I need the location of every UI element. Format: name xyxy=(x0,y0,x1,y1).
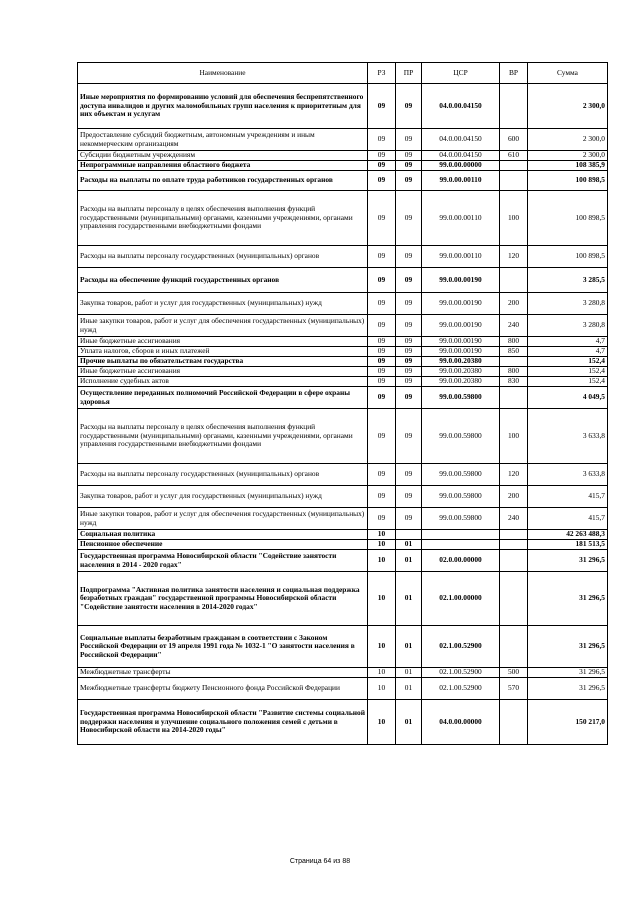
cell-rz: 10 xyxy=(368,530,396,540)
cell-name: Социальные выплаты безработным гражданам в соответствии с Законом Российской Федерации от 19 апреля 1991 года № 1032-1 "О занятости населения в Российской Федерации" xyxy=(78,626,368,668)
cell-csr: 99.0.00.59800 xyxy=(422,486,500,508)
cell-vr: 120 xyxy=(500,246,528,268)
cell-sum: 152,4 xyxy=(528,377,608,387)
cell-sum: 3 633,8 xyxy=(528,409,608,464)
cell-pr: 01 xyxy=(396,678,422,700)
cell-rz: 09 xyxy=(368,191,396,246)
cell-vr: 200 xyxy=(500,486,528,508)
cell-vr: 100 xyxy=(500,409,528,464)
cell-vr: 240 xyxy=(500,508,528,530)
cell-vr xyxy=(500,84,528,129)
cell-rz: 09 xyxy=(368,347,396,357)
cell-name: Прочие выплаты по обязательствам государства xyxy=(78,357,368,367)
cell-pr: 09 xyxy=(396,377,422,387)
cell-vr xyxy=(500,540,528,550)
cell-vr xyxy=(500,171,528,191)
cell-csr xyxy=(422,530,500,540)
cell-pr: 01 xyxy=(396,626,422,668)
cell-csr: 99.0.00.00190 xyxy=(422,293,500,315)
table-row xyxy=(78,129,608,151)
cell-name: Иные закупки товаров, работ и услуг для обеспечения государственных (муниципальных) нужд xyxy=(78,315,368,337)
cell-sum: 2 300,0 xyxy=(528,151,608,161)
cell-sum: 100 898,5 xyxy=(528,246,608,268)
table-row xyxy=(78,377,608,387)
cell-vr: 600 xyxy=(500,129,528,151)
cell-rz: 09 xyxy=(368,84,396,129)
cell-name: Расходы на выплаты персоналу в целях обеспечения выполнения функций государственными (муниципальными) органами, казенными учреждениями, органами управления государственными внебюджетными фондами xyxy=(78,191,368,246)
cell-sum: 150 217,0 xyxy=(528,700,608,745)
cell-rz: 09 xyxy=(368,357,396,367)
cell-rz: 10 xyxy=(368,626,396,668)
cell-vr xyxy=(500,700,528,745)
cell-vr xyxy=(500,357,528,367)
table-row xyxy=(78,678,608,700)
cell-csr: 99.0.00.59800 xyxy=(422,508,500,530)
cell-csr: 02.1.00.52900 xyxy=(422,678,500,700)
cell-sum: 3 285,5 xyxy=(528,268,608,293)
table-row xyxy=(78,540,608,550)
table-row xyxy=(78,530,608,540)
cell-csr: 99.0.00.59800 xyxy=(422,387,500,409)
cell-csr: 99.0.00.00000 xyxy=(422,161,500,171)
cell-csr: 04.0.00.04150 xyxy=(422,151,500,161)
cell-vr: 100 xyxy=(500,191,528,246)
cell-pr: 09 xyxy=(396,347,422,357)
cell-name: Межбюджетные трансферты xyxy=(78,668,368,678)
cell-pr: 01 xyxy=(396,700,422,745)
cell-name: Государственная программа Новосибирской области "Содействие занятости населения в 2014 - 2020 годах" xyxy=(78,550,368,572)
cell-pr: 01 xyxy=(396,550,422,572)
cell-name: Исполнение судебных актов xyxy=(78,377,368,387)
cell-sum: 31 296,5 xyxy=(528,678,608,700)
cell-vr: 800 xyxy=(500,337,528,347)
cell-sum: 31 296,5 xyxy=(528,626,608,668)
cell-rz: 10 xyxy=(368,700,396,745)
cell-sum: 3 280,8 xyxy=(528,293,608,315)
cell-rz: 10 xyxy=(368,540,396,550)
cell-name: Иные закупки товаров, работ и услуг для обеспечения государственных (муниципальных) нужд xyxy=(78,508,368,530)
table-header-row xyxy=(78,63,608,84)
cell-csr: 99.0.00.59800 xyxy=(422,464,500,486)
table-row xyxy=(78,572,608,626)
cell-vr xyxy=(500,550,528,572)
table-row xyxy=(78,191,608,246)
cell-pr: 01 xyxy=(396,668,422,678)
cell-csr: 04.0.00.04150 xyxy=(422,129,500,151)
cell-csr: 04.0.00.00000 xyxy=(422,700,500,745)
cell-pr: 09 xyxy=(396,161,422,171)
cell-name: Расходы на обеспечение функций государственных органов xyxy=(78,268,368,293)
cell-pr: 09 xyxy=(396,337,422,347)
cell-pr: 09 xyxy=(396,293,422,315)
cell-vr: 200 xyxy=(500,293,528,315)
cell-name: Непрограммные направления областного бюджета xyxy=(78,161,368,171)
cell-vr xyxy=(500,530,528,540)
header-rz: РЗ xyxy=(368,63,396,84)
cell-pr: 09 xyxy=(396,357,422,367)
cell-csr: 99.0.00.00190 xyxy=(422,337,500,347)
cell-sum: 3 280,8 xyxy=(528,315,608,337)
cell-sum: 31 296,5 xyxy=(528,668,608,678)
cell-csr xyxy=(422,540,500,550)
cell-vr: 120 xyxy=(500,464,528,486)
cell-csr: 99.0.00.00110 xyxy=(422,246,500,268)
cell-rz: 09 xyxy=(368,508,396,530)
table-row xyxy=(78,700,608,745)
cell-pr: 01 xyxy=(396,572,422,626)
cell-name: Уплата налогов, сборов и иных платежей xyxy=(78,347,368,357)
cell-rz: 09 xyxy=(368,486,396,508)
cell-vr xyxy=(500,572,528,626)
table-row xyxy=(78,84,608,129)
cell-pr: 09 xyxy=(396,486,422,508)
cell-name: Расходы на выплаты по оплате труда работников государственных органов xyxy=(78,171,368,191)
cell-pr: 09 xyxy=(396,246,422,268)
cell-pr: 09 xyxy=(396,387,422,409)
cell-vr xyxy=(500,387,528,409)
header-vr: ВР xyxy=(500,63,528,84)
cell-rz: 09 xyxy=(368,367,396,377)
cell-sum: 152,4 xyxy=(528,367,608,377)
table-row xyxy=(78,550,608,572)
cell-pr: 09 xyxy=(396,464,422,486)
cell-sum: 31 296,5 xyxy=(528,572,608,626)
cell-sum: 42 263 488,3 xyxy=(528,530,608,540)
cell-csr: 99.0.00.00190 xyxy=(422,315,500,337)
cell-csr: 04.0.00.04150 xyxy=(422,84,500,129)
cell-rz: 09 xyxy=(368,161,396,171)
cell-csr: 99.0.00.20380 xyxy=(422,357,500,367)
cell-name: Закупка товаров, работ и услуг для государственных (муниципальных) нужд xyxy=(78,293,368,315)
cell-csr: 02.0.00.00000 xyxy=(422,550,500,572)
cell-sum: 415,7 xyxy=(528,508,608,530)
cell-vr: 830 xyxy=(500,377,528,387)
cell-name: Иные мероприятия по формированию условий для обеспечения беспрепятственного доступа инвалидов и других маломобильных групп населения к приоритетным для них объектам и услугам xyxy=(78,84,368,129)
cell-pr: 09 xyxy=(396,129,422,151)
page-footer: Страница 64 из 88 xyxy=(289,858,351,865)
table-row xyxy=(78,246,608,268)
cell-vr: 800 xyxy=(500,367,528,377)
table-row xyxy=(78,151,608,161)
cell-pr xyxy=(396,530,422,540)
cell-vr: 500 xyxy=(500,668,528,678)
cell-csr: 99.0.00.00190 xyxy=(422,268,500,293)
table-row xyxy=(78,367,608,377)
cell-rz: 09 xyxy=(368,464,396,486)
cell-pr: 09 xyxy=(396,268,422,293)
cell-pr: 09 xyxy=(396,84,422,129)
cell-sum: 4,7 xyxy=(528,347,608,357)
cell-name: Подпрограмма "Активная политика занятости населения и социальная поддержка безработных граждан" государственной программы Новосибирской области "Содействие занятости населения в 2014-2020 годах" xyxy=(78,572,368,626)
cell-sum: 4 049,5 xyxy=(528,387,608,409)
cell-pr: 09 xyxy=(396,315,422,337)
cell-sum: 100 898,5 xyxy=(528,171,608,191)
cell-sum: 100 898,5 xyxy=(528,191,608,246)
cell-vr: 240 xyxy=(500,315,528,337)
cell-sum: 2 300,0 xyxy=(528,84,608,129)
cell-vr: 850 xyxy=(500,347,528,357)
table-row xyxy=(78,315,608,337)
table-row xyxy=(78,347,608,357)
cell-sum: 4,7 xyxy=(528,337,608,347)
cell-name: Субсидии бюджетным учреждениям xyxy=(78,151,368,161)
cell-name: Расходы на выплаты персоналу в целях обеспечения выполнения функций государственными (муниципальными) органами, казенными учреждениями, органами управления государственными внебюджетными фондами xyxy=(78,409,368,464)
table-row xyxy=(78,387,608,409)
table-row xyxy=(78,409,608,464)
table-row xyxy=(78,268,608,293)
cell-name: Межбюджетные трансферты бюджету Пенсионного фонда Российской Федерации xyxy=(78,678,368,700)
cell-rz: 10 xyxy=(368,678,396,700)
table-row xyxy=(78,161,608,171)
cell-rz: 09 xyxy=(368,409,396,464)
cell-csr: 02.1.00.52900 xyxy=(422,668,500,678)
cell-pr: 01 xyxy=(396,540,422,550)
cell-name: Расходы на выплаты персоналу государственных (муниципальных) органов xyxy=(78,464,368,486)
cell-pr: 09 xyxy=(396,151,422,161)
cell-csr: 99.0.00.00190 xyxy=(422,347,500,357)
table-row xyxy=(78,486,608,508)
cell-vr: 610 xyxy=(500,151,528,161)
cell-rz: 09 xyxy=(368,151,396,161)
cell-rz: 09 xyxy=(368,268,396,293)
cell-name: Осуществление переданных полномочий Российской Федерации в сфере охраны здоровья xyxy=(78,387,368,409)
table-row xyxy=(78,293,608,315)
cell-pr: 09 xyxy=(396,508,422,530)
cell-rz: 09 xyxy=(368,246,396,268)
cell-rz: 09 xyxy=(368,377,396,387)
cell-pr: 09 xyxy=(396,409,422,464)
cell-rz: 09 xyxy=(368,293,396,315)
cell-sum: 181 513,5 xyxy=(528,540,608,550)
cell-csr: 99.0.00.00110 xyxy=(422,171,500,191)
cell-sum: 415,7 xyxy=(528,486,608,508)
cell-vr: 570 xyxy=(500,678,528,700)
cell-rz: 10 xyxy=(368,668,396,678)
cell-rz: 10 xyxy=(368,572,396,626)
cell-sum: 3 633,8 xyxy=(528,464,608,486)
cell-rz: 09 xyxy=(368,171,396,191)
cell-name: Государственная программа Новосибирской области "Развитие системы социальной поддержки населения и улучшение социального положения семей с детьми в Новосибирской области на 2014-2020 годы" xyxy=(78,700,368,745)
table-row xyxy=(78,626,608,668)
cell-csr: 02.1.00.52900 xyxy=(422,626,500,668)
cell-name: Предоставление субсидий бюджетным, автономным учреждениям и иным некоммерческим организациям xyxy=(78,129,368,151)
cell-name: Расходы на выплаты персоналу государственных (муниципальных) органов xyxy=(78,246,368,268)
budget-table xyxy=(77,62,608,745)
cell-sum: 2 300,0 xyxy=(528,129,608,151)
cell-csr: 99.0.00.20380 xyxy=(422,367,500,377)
cell-rz: 09 xyxy=(368,337,396,347)
cell-csr: 99.0.00.20380 xyxy=(422,377,500,387)
cell-vr xyxy=(500,161,528,171)
cell-rz: 09 xyxy=(368,129,396,151)
cell-name: Пенсионное обеспечение xyxy=(78,540,368,550)
cell-csr: 99.0.00.00110 xyxy=(422,191,500,246)
cell-pr: 09 xyxy=(396,367,422,377)
cell-rz: 09 xyxy=(368,387,396,409)
table-row xyxy=(78,171,608,191)
cell-name: Иные бюджетные ассигнования xyxy=(78,337,368,347)
cell-sum: 31 296,5 xyxy=(528,550,608,572)
table-row xyxy=(78,508,608,530)
cell-pr: 09 xyxy=(396,171,422,191)
header-pr: ПР xyxy=(396,63,422,84)
cell-csr: 02.1.00.00000 xyxy=(422,572,500,626)
cell-pr: 09 xyxy=(396,191,422,246)
header-sum: Сумма xyxy=(528,63,608,84)
header-csr: ЦСР xyxy=(422,63,500,84)
cell-vr xyxy=(500,268,528,293)
cell-csr: 99.0.00.59800 xyxy=(422,409,500,464)
table-row xyxy=(78,668,608,678)
table-row xyxy=(78,337,608,347)
cell-vr xyxy=(500,626,528,668)
cell-name: Иные бюджетные ассигнования xyxy=(78,367,368,377)
table-row xyxy=(78,357,608,367)
cell-name: Социальная политика xyxy=(78,530,368,540)
table-row xyxy=(78,464,608,486)
cell-sum: 108 385,9 xyxy=(528,161,608,171)
cell-rz: 10 xyxy=(368,550,396,572)
cell-rz: 09 xyxy=(368,315,396,337)
cell-sum: 152,4 xyxy=(528,357,608,367)
cell-name: Закупка товаров, работ и услуг для государственных (муниципальных) нужд xyxy=(78,486,368,508)
header-name: Наименование xyxy=(78,63,368,84)
